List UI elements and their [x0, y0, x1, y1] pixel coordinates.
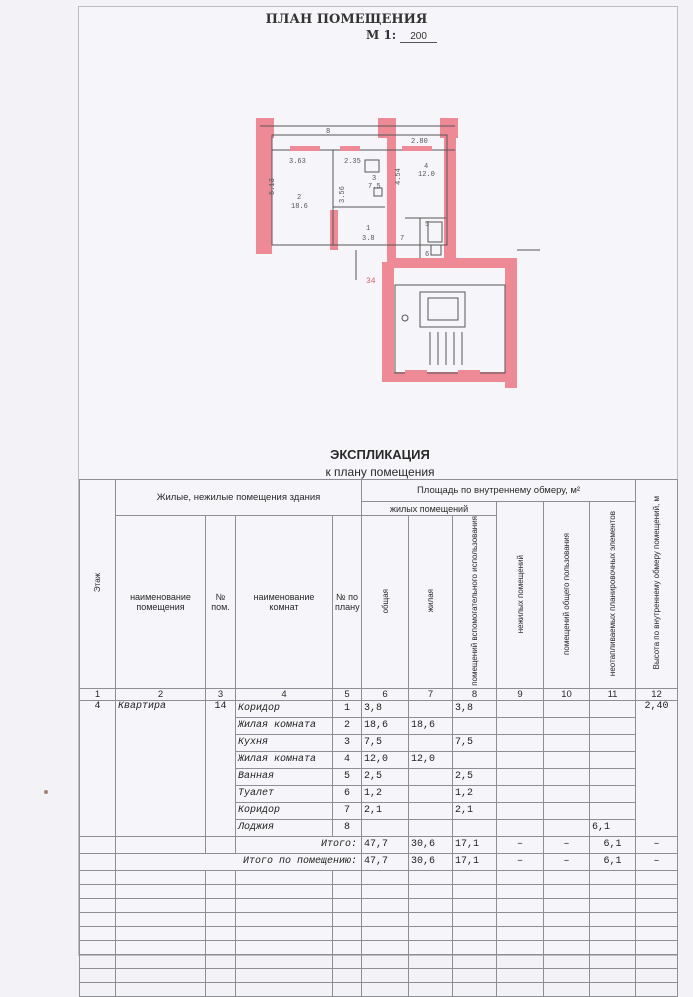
- header-unheated: неотапливаемых планировочных элементов: [590, 502, 636, 689]
- room-1-area: 3.8: [362, 235, 375, 243]
- header-room-name: наименование комнат: [236, 516, 333, 689]
- explication-subtitle: к плану помещения: [325, 465, 435, 479]
- subtotal-nonliving: –: [497, 836, 544, 853]
- grand-total-label: Итого по помещению:: [116, 853, 362, 870]
- aux-cell: 1,2: [453, 785, 497, 802]
- aux-cell: 7,5: [453, 734, 497, 751]
- table-row: [80, 700, 678, 717]
- room-6-num: 6: [425, 251, 430, 259]
- empty-row: [80, 940, 678, 954]
- header-aux: помещений вспомогательного использования: [453, 516, 497, 689]
- total-cell: 7,5: [362, 734, 409, 751]
- total-cell: 1,2: [362, 785, 409, 802]
- dim-r4-width: 2.80: [411, 138, 428, 146]
- unheated-cell: [590, 734, 636, 751]
- header-plan-num: № по плану: [333, 516, 362, 689]
- total-cell: 3,8: [362, 700, 409, 717]
- plan-num-cell: 3: [333, 734, 362, 751]
- premise-num-cell: 14: [206, 700, 236, 836]
- aux-cell: [453, 751, 497, 768]
- header-premise-name: наименование помещения: [116, 516, 206, 689]
- room-7-num: 7: [400, 235, 405, 243]
- plan-num-cell: 6: [333, 785, 362, 802]
- empty-row: [80, 954, 678, 968]
- subtotal-common: –: [544, 836, 590, 853]
- subtotal-row: [80, 836, 678, 853]
- grand-total-common: –: [544, 853, 590, 870]
- unheated-cell: [590, 700, 636, 717]
- grand-total-nonliving: –: [497, 853, 544, 870]
- grand-total-unheated: 6,1: [590, 853, 636, 870]
- aux-cell: 2,1: [453, 802, 497, 819]
- room-3-area: 7.5: [368, 183, 381, 191]
- living-cell: [409, 819, 453, 836]
- living-cell: 18,6: [409, 717, 453, 734]
- living-cell: [409, 802, 453, 819]
- unheated-cell: [590, 802, 636, 819]
- subtotal-total: 47,7: [362, 836, 409, 853]
- subtotal-label: Итого:: [236, 836, 362, 853]
- empty-row: [80, 884, 678, 898]
- room-name-cell: Коридор: [236, 700, 333, 717]
- room-name-cell: Жилая комната: [236, 717, 333, 734]
- dim-stair-width: 34: [366, 277, 376, 286]
- plan-num-cell: 8: [333, 819, 362, 836]
- height-cell: 2,40: [636, 700, 678, 836]
- grand-total-aux: 17,1: [453, 853, 497, 870]
- room-2-num: 2: [297, 194, 302, 202]
- dim-r2-height: 5.13: [269, 178, 277, 195]
- room-2-area: 18.6: [291, 203, 308, 211]
- scale-value: 200: [400, 31, 437, 43]
- room-name-cell: Лоджия: [236, 819, 333, 836]
- dim-r3-height: 3.56: [339, 186, 347, 203]
- grand-total-total: 47,7: [362, 853, 409, 870]
- subtotal-aux: 17,1: [453, 836, 497, 853]
- header-living: жилая: [409, 516, 453, 689]
- plan-num-cell: 5: [333, 768, 362, 785]
- dim-top-width: 8: [326, 128, 331, 136]
- empty-row: [80, 912, 678, 926]
- living-cell: 12,0: [409, 751, 453, 768]
- plan-num-cell: 2: [333, 717, 362, 734]
- dim-r2-width: 3.63: [289, 158, 306, 166]
- room-name-cell: Туалет: [236, 785, 333, 802]
- total-cell: 2,5: [362, 768, 409, 785]
- header-premise-num: № пом.: [206, 516, 236, 689]
- subtotal-height: –: [636, 836, 678, 853]
- column-numbers-row: 1 2 3 4 5 6 7 8 9 10 11 12: [80, 688, 678, 700]
- header-common: помещений общего пользования: [544, 502, 590, 689]
- grand-total-living: 30,6: [409, 853, 453, 870]
- header-area-group: Площадь по внутреннему обмеру, м²: [362, 480, 636, 502]
- subtotal-living: 30,6: [409, 836, 453, 853]
- scale-label: М 1:: [366, 28, 397, 42]
- living-cell: [409, 785, 453, 802]
- room-name-cell: Жилая комната: [236, 751, 333, 768]
- aux-cell: [453, 717, 497, 734]
- empty-row: [80, 898, 678, 912]
- total-cell: 12,0: [362, 751, 409, 768]
- aux-cell: [453, 819, 497, 836]
- empty-row: [80, 968, 678, 982]
- unheated-cell: [590, 751, 636, 768]
- explication-table: [79, 479, 678, 997]
- living-cell: [409, 734, 453, 751]
- living-cell: [409, 700, 453, 717]
- dim-r3-width: 2.35: [344, 158, 361, 166]
- room-1-num: 1: [366, 225, 371, 233]
- living-cell: [409, 768, 453, 785]
- header-floor: Этаж: [80, 480, 116, 689]
- explication-title: ЭКСПЛИКАЦИЯ: [330, 447, 430, 462]
- header-nonliving: нежилых помещений: [497, 502, 544, 689]
- total-cell: [362, 819, 409, 836]
- room-name-cell: Кухня: [236, 734, 333, 751]
- dim-r4-height: 4.54: [395, 168, 403, 185]
- header-living-group: жилых помещений: [362, 502, 497, 516]
- aux-cell: 3,8: [453, 700, 497, 717]
- floor-cell: 4: [80, 700, 116, 836]
- room-4-area: 12.0: [418, 171, 435, 179]
- plan-num-cell: 7: [333, 802, 362, 819]
- header-total: общая: [362, 516, 409, 689]
- room-5-num: 5: [425, 221, 430, 229]
- aux-cell: 2,5: [453, 768, 497, 785]
- plan-num-cell: 4: [333, 751, 362, 768]
- scan-speck: [44, 790, 48, 794]
- empty-row: [80, 982, 678, 996]
- room-3-num: 3: [372, 175, 377, 183]
- grand-total-row: [80, 853, 678, 870]
- empty-row: [80, 926, 678, 940]
- unheated-cell: 6,1: [590, 819, 636, 836]
- grand-total-height: –: [636, 853, 678, 870]
- empty-row: [80, 870, 678, 884]
- header-height: Высота по внутреннему обмеру помещений, м: [636, 480, 678, 689]
- unheated-cell: [590, 785, 636, 802]
- plan-title: ПЛАН ПОМЕЩЕНИЯ: [265, 12, 428, 27]
- unheated-cell: [590, 717, 636, 734]
- premise-name-cell: Квартира: [116, 700, 206, 836]
- total-cell: 18,6: [362, 717, 409, 734]
- unheated-cell: [590, 768, 636, 785]
- room-name-cell: Коридор: [236, 802, 333, 819]
- total-cell: 2,1: [362, 802, 409, 819]
- room-4-num: 4: [424, 163, 429, 171]
- header-premises-group: Жилые, нежилые помещения здания: [116, 480, 362, 516]
- room-name-cell: Ванная: [236, 768, 333, 785]
- subtotal-unheated: 6,1: [590, 836, 636, 853]
- plan-num-cell: 1: [333, 700, 362, 717]
- floor-plan: [0, 0, 693, 440]
